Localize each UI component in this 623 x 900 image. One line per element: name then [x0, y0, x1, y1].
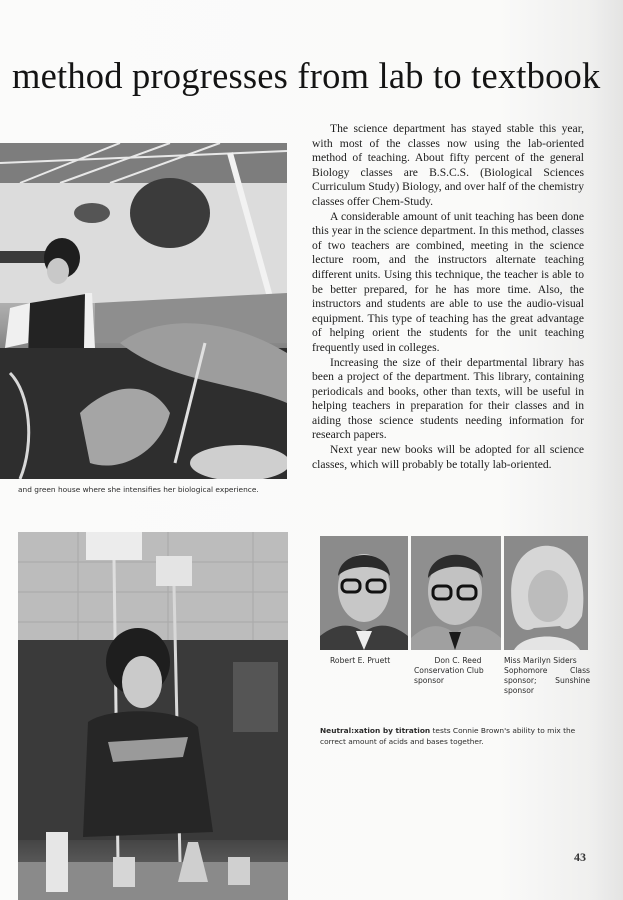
greenhouse-photo: [0, 143, 287, 479]
faculty-caption-siders: [504, 656, 590, 696]
faculty-name: Robert E. Pruett: [330, 656, 391, 665]
portrait-marilyn-siders: [504, 536, 588, 650]
article-body: [312, 122, 584, 472]
body-paragraph: The science department has stayed stable this year, with most of the classes now using the lab-oriented method of teaching. About fifty percent of the general Biology classes are B.S.C.S. (Biological Sciences Curriculum Study) Biology, and over half of the chemistry classes offer Chem-Study.: [312, 122, 584, 208]
page-headline: method progresses from lab to textbook: [12, 55, 601, 96]
caption-lead: Neutral:xation by titration: [320, 726, 431, 735]
body-paragraph: A considerable amount of unit teaching has been done this year in the science department. In this method, classes of two teachers are combined, meeting in the science lecture room, and the instructors alternate teaching different units. Using this technique, the teacher is able to be better prepared, for he has more time. Also, the instructors and students are able to use the audio-visual equipment. This type of teaching has the great advantage of helping orient the students for the unit teaching frequently used in colleges.: [312, 209, 584, 354]
portrait-robert-pruett: [320, 536, 408, 650]
faculty-role: Conservation Club sponsor: [414, 666, 484, 685]
faculty-role: Sophomore Class sponsor; Sunshine sponsor: [504, 666, 590, 695]
faculty-name: Miss Marilyn Siders: [504, 656, 577, 665]
portrait-illustration: [320, 536, 408, 650]
caption-text: tests Connie Brown's ability to mix the correct amount of acids and bases together.: [320, 726, 576, 746]
page-number: 43: [574, 850, 586, 864]
greenhouse-caption: and green house where she intensifies her biological experience.: [18, 485, 259, 494]
titration-lab-photo: [18, 532, 288, 900]
titration-caption: [320, 726, 590, 747]
portrait-illustration: [504, 536, 588, 650]
faculty-caption-pruett: [330, 656, 405, 666]
lab-illustration: [18, 532, 288, 900]
portrait-illustration: [411, 536, 501, 650]
portrait-don-reed: [411, 536, 501, 650]
body-paragraph: Next year new books will be adopted for all science classes, which will probably be totally lab-oriented.: [312, 443, 584, 471]
faculty-name: Don C. Reed: [434, 656, 482, 665]
greenhouse-illustration: [0, 143, 287, 479]
body-paragraph: Increasing the size of their departmental library has been a project of the department. This library, containing periodicals and books, other than texts, will be useful in helping teachers in preparation for their classes and in aiding those science students needing information for research papers.: [312, 355, 584, 442]
faculty-caption-reed: [414, 656, 502, 686]
